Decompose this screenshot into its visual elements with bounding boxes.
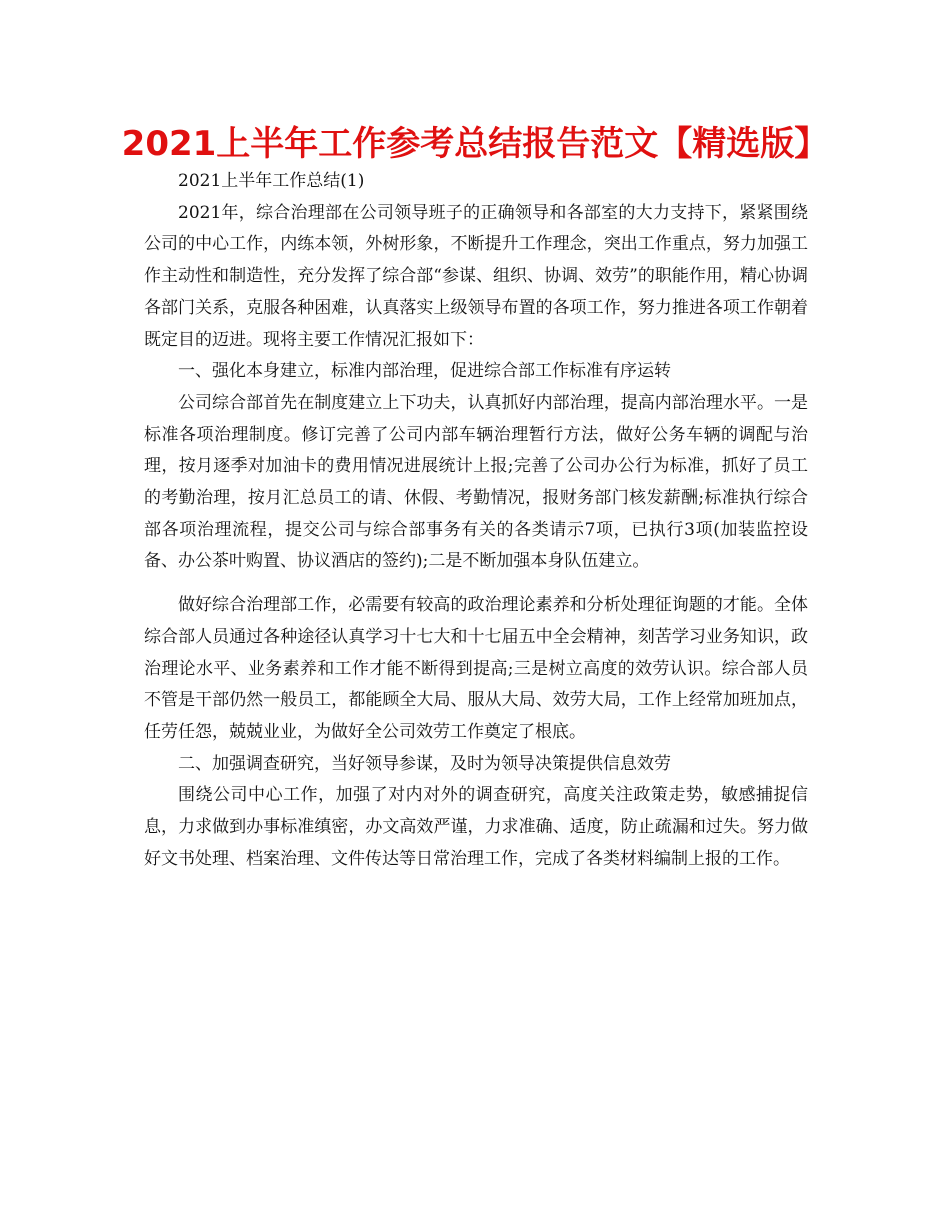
section-heading-two: 二、加强调查研究，当好领导参谋，及时为领导决策提供信息效劳 — [178, 753, 671, 774]
paragraph-intro: 2021年，综合治理部在公司领导班子的正确领导和各部室的大力支持下，紧紧围绕公司的中心工作，内练本领，外树形象，不断提升工作理念，突出工作重点，努力加强工作主动性和制造性，充分发挥了综合部“参谋、组织、协调、效劳”的职能作用，精心协调各部门关系，克服各种困难，认真落实上级领导布置的各项工作，努力推进各项工作朝着既定目的迈进。现将主要工作情况汇报如下： — [144, 202, 808, 350]
section-heading-summary: 2021上半年工作总结(1) — [178, 171, 365, 191]
paragraph-research: 围绕公司中心工作，加强了对内对外的调查研究，高度关注政策走势，敏感捕捉信息，力求做到办事标准缜密，办文高效严谨，力求准确、适度，防止疏漏和过失。努力做好文书处理、档案治理、文件传达等日常治理工作，完成了各类材料编制上报的工作。 — [144, 785, 808, 869]
paragraph-internal-management: 公司综合部首先在制度建立上下功夫，认真抓好内部治理，提高内部治理水平。一是标准各项治理制度。修订完善了公司内部车辆治理暂行方法，做好公务车辆的调配与治理，按月逐季对加油卡的费用情况进展统计上报;完善了公司办公行为标准，抓好了员工的考勤治理，按月汇总员工的请、休假、考勤情况，报财务部门核发薪酬;标准执行综合部各项治理流程，提交公司与综合部事务有关的各类请示7项，已执行3项(加装监控设备、办公茶叶购置、协议酒店的签约);二是不断加强本身队伍建立。 — [144, 392, 808, 572]
document-title: 2021上半年工作参考总结报告范文【精选版】 — [121, 124, 829, 164]
section-heading-one: 一、强化本身建立，标准内部治理，促进综合部工作标准有序运转 — [178, 361, 671, 382]
document-body — [144, 166, 808, 875]
paragraph-team-building: 做好综合治理部工作，必需要有较高的政治理论素养和分析处理征询题的才能。全体综合部人员通过各种途径认真学习十七大和十七届五中全会精神，刻苦学习业务知识，政治理论水平、业务素养和工作才能不断得到提高;三是树立高度的效劳认识。综合部人员不管是干部仍然一般员工，都能顾全大局、服从大局、效劳大局，工作上经常加班加点，任劳任怨，兢兢业业，为做好全公司效劳工作奠定了根底。 — [144, 595, 808, 742]
